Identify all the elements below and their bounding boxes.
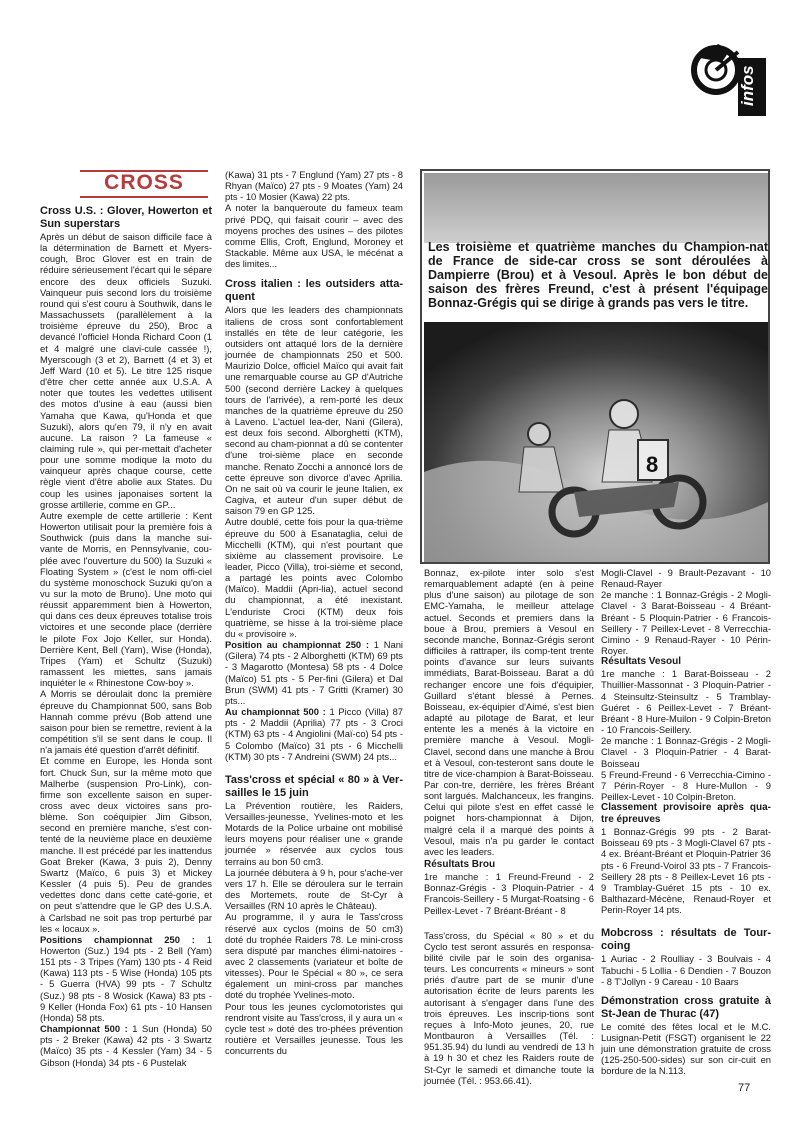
results-paragraph: Mogli-Clavel - 9 Brault-Pezavant - 10 Renaud-Rayer	[601, 567, 771, 590]
article-heading: Tass'cross et spécial « 80 » à Ver-sailles le 15 juin	[225, 773, 403, 799]
paragraph: Pour tous les jeunes cyclomotoristes qui rendront visite au Tass'cross, il y aura un « cycle test » doté des tro-phées prévention routière et Versailles jeunesse. Tous les concurrents du	[225, 1000, 403, 1057]
paragraph: Autre doublé, cette fois pour la qua-trième épreuve du 500 à Esanataglia, celui de Micchelli (KTM), qui n'est pourtant que sixième au classement provisoire. Le leader, Picco (Villa), troi-sième et second, a partagé les points avec Colombo (Maïco). Maddii (Apri-lia), actuel second du championnat, a été inexistant. L'enduriste Croci (KTM) deux fois quatrième, se hisse à la troi-sième place du « provisoire ».	[225, 516, 403, 639]
results-paragraph: 1re manche : 1 Freund-Freund - 2 Bonnaz-Grégis - 3 Ploquin-Patrier - 4 Francois-Seillery - 5 Murgat-Roatsing - 6 Peillex-Levet - 7 Bréant-Bréant - 8	[424, 871, 594, 916]
photo-lead-text: Les troisième et quatrième manches du Champion-nat de France de side-car cross se sont déroulées à Dampierre (Brou) et à Vesoul. Après le bon début de saison des frères Freund, c'est à présent l'équipage Bonnaz-Grégis qui se dirige à grands pas vers le titre.	[428, 240, 768, 310]
standings-label: Au championnat 500 :	[225, 706, 326, 718]
standings-paragraph	[40, 934, 212, 1023]
article-heading: Cross U.S. : Glover, Howerton et Sun superstars	[40, 205, 212, 230]
standings-text: 1 Picco (Villa) 87 pts - 2 Maddii (Aprilia) 77 pts - 3 Croci (KTM) 63 pts - 4 Angiolini (Maï-co) 54 pts - 5 Colombo (Maïco) 31 pts - 6 Micchelli (KTM) 30 pts - 7 Andreini (SWM) 24 pts...	[225, 706, 403, 762]
results-paragraph: 2e manche : 1 Bonnaz-Grégis - 2 Mogli-Clavel - 3 Barat-Boisseau - 4 Bréant-Bréant - 5 Ploquin-Patrier - 6 Francois-Seillery - 7 Peillex-Levet - 8 Verrecchia-Cimino - 9 Renaud-Rayer - 10 Périn-Royer.	[601, 589, 771, 657]
paragraph: Bonnaz, ex-pilote inter solo s'est remarquablement adapté (en à peine plus d'une saison) au pilotage de son EMC-Yamaha, le meilleur attelage actuel. Seconds et premiers dans la boue à Brou, premiers à Vesoul en seconde manche, Bonnaz-Grégis seront difficiles à rattraper, ils comp-tent trente points d'avance sur leurs suivants immédiats, Barat-Boisseau. Barat a dû rechanger encore une fois d'équipier, Guillard s'étant blessé à Pernes. Boisseau, ex-équipier d'Aimé, s'est bien adapté au pilotage de Barat, et leur entente les a menés à la victoire en première manche à Vesoul. Mogli-Clavel, second dans une manche à Brou et à Vesoul, con-testeront sans doute le titre de vice-champion à Barat-Boisseau. Par con-tre, derrière, les frères Bréant sont largués. Malchanceux, les frangins. Celui qui pilote s'est en effet cassé le poignet hors-championnat à Dijon, malgré cela il a marqué des points à Vesoul, mais n'a pu garder le contact avec les leaders.	[424, 567, 594, 857]
infos-logo	[686, 40, 768, 120]
standings-text: 1 Nani (Gilera) 74 pts - 2 Alborghetti (KTM) 69 pts - 3 Magarotto (Montesa) 58 pts - 4 Dolce (Maïco) 51 pts - 5 Per-fini (Gilera) et Dal Brun (SWM) 41 pts - 7 Gritti (Kramer) 30 pts...	[225, 639, 403, 706]
results-paragraph: 2e manche : 1 Bonnaz-Grégis - 2 Mogli-Clavel - 3 Ploquin-Patrier - 4 Barat-Boisseau	[601, 735, 771, 769]
paragraph: Alors que les leaders des championnats italiens de cross sont confortablement installés en tête de leur catégorie, les outsiders ont attaqué lors de la dernière journée de championnats 250 et 500. Maurizio Dolce, officiel Maïco qui avait fait une remarquable course au GP d'Autriche 500 (second derrière Lackey à quelques tours de l'arrivée), a rem-porté les deux manches de la quatrième épreuve du 250 à Laveno. L'actuel lea-der, Nani (Gilera), est deux fois second. Alborghetti (KTM), second au cham-pionnat a dû se contenter d'une troi-sième place en seconde manche. Renato Zocchi a annoncé lors de cette épreuve son divorce d'avec Aprilia. On ne sait où va courir le jeune Italien, ex Cagiva, et auteur d'un super début de saison 79 en GP 125.	[225, 304, 403, 517]
results-paragraph: 5 Freund-Freund - 6 Verrecchia-Cimino - 7 Périn-Royer - 8 Hure-Mullon - 9 Peillex-Levet - 10 Colpin-Breton.	[601, 768, 771, 802]
standings-paragraph	[40, 1023, 212, 1068]
paragraph: Tass'cross, du Spécial « 80 » et du Cyclo test seront assurés en responsa-bilité civile par le soin des organisa-teurs. Les concurrents « mineurs » sont priés d'autre part de se munir d'une autorisation écrite de leurs parents les autorisant à s'engager dans l'une des trois épreuves. Les inscrip-tions sont reçues à Info-Moto jeunes, 20, rue Montbauron à Versailles (Tél. : 951.35.94) du lundi au vendredi de 13 h à 19 h 30 et chez les Raiders route de St-Cyr le samedi et dimanche toute la journée (Tél. : 953.66.41).	[424, 929, 594, 1086]
paragraph: A Morris se déroulait donc la première épreuve du Championnat 500, sans Bob Hannah comme prévu (Bob attend une saison pour bien se remettre, revient à la compétition s'il se sent dans le coup. Il n'a jamais été question d'arrêt définitif.	[40, 688, 212, 756]
article-heading: Mobcross : résultats de Tour-coing	[601, 927, 771, 953]
standings-label: Position au championnat 250 :	[225, 639, 369, 651]
paragraph: La journée débutera à 9 h, pour s'ache-ver vers 17 h. Elle se déroulera sur le terrain des Mortemets, route de St-Cyr à Versailles (RN 10 après le Château).	[225, 866, 403, 912]
paragraph: Autre exemple de cette artillerie : Kent Howerton utilisait pour la première fois à Southwick (puis dans la manche sui-vante de Morris, en Pennsylvanie, cou-plée avec l'ouverture du 500) la Suzuki « Floating System » (c'est le nom offi-ciel du système monoschock Suzuki qu'on a vu sur la moto de Bruno). Une moto qui réussit apparemment bien à Howerton, qui dans ces deux épreuves totalise trois victoires et une seconde place (derrière le pilote Fox Jojo Keller, sur Honda). Derrière Kent, Bell (Yam), Wise (Honda), Tripes (Yam) et Schultz (Suzuki) ramassent les miettes, sans jamais inquiéter le « Rhinestone Cow-boy ».	[40, 509, 212, 689]
paragraph: La Prévention routière, les Raiders, Versailles-jeunesse, Yvelines-moto et les Motards de la Police urbaine ont mobilisé leurs moyens pour réaliser une « grande journée » réservée aux cyclos tous terrains au bon 50 cm3.	[225, 799, 403, 867]
paragraph: Et comme en Europe, les Honda sont fort. Chuck Sun, sur la même moto que Malherbe (suspension Pro-Link), con-firme son excellente saison en super-cross avec deux victoires sans pro-blème. Son coéquipier Jim Gibson, second en première manche, s'est con-tenté de la neuvième place en deuxième manche. Il est précédé par les inattendus Goat Breker (Kawa, 3 puis 2), Denny Swartz (Maïco, 6 puis 3) et Mickey Kessler (4 puis 5). Peu de grandes vedettes donc dans cette caté-gorie, et on peut s'attendre que le GP des U.S.A. à Carlsbad ne soit pas trop perturbé par les « locaux ».	[40, 755, 212, 934]
results-heading: Classement provisoire après qua-tre épreuves	[601, 802, 771, 826]
standings-paragraph	[225, 639, 403, 706]
race-bib-number: 8	[646, 452, 659, 477]
article-heading: Démonstration cross gratuite à St-Jean de Thurac (47)	[601, 994, 771, 1020]
results-paragraph: 1re manche : 1 Barat-Boisseau - 2 Thuillier-Massonnat - 3 Ploquin-Patrier - 4 Steinsultz-Steinsultz - 5 Tramblay-Guéret - 6 Peillex-Levet - 7 Bréant-Bréant - 8 Hure-Muilon - 9 Colpin-Breton - 10 Francois-Seillery.	[601, 668, 771, 736]
standings-text: 1 Howerton (Suz.) 194 pts - 2 Bell (Yam) 151 pts - 3 Tripes (Yam) 130 pts - 4 Reid (Kawa) 113 pts - 5 Wise (Honda) 105 pts - 5 Guerra (HVA) 99 pts - 7 Schultz (Suz.) 98 pts - 8 Wosick (Kawa) 83 pts - 9 Keller (Honda Fox) 61 pts - 10 Hansen (Honda) 58 pts.	[40, 933, 212, 1023]
results-heading: Résultats Brou	[424, 859, 496, 871]
page-number: 77	[738, 1082, 751, 1094]
paragraph: A noter la banqueroute du fameux team privé PDQ, qui faisait courir – avec des moyens proches des usines – des pilotes comme Ellis, Croft, Englund, Moroney et Stackable. Même aux USA, le mécénat a des limites...	[225, 202, 403, 270]
logo-text: infos	[738, 65, 757, 106]
sidecar-race-photo	[424, 322, 768, 562]
article-heading: Cross italien : les outsiders atta-quent	[225, 278, 403, 304]
results-paragraph: 1 Bonnaz-Grégis 99 pts - 2 Barat-Boisseau 69 pts - 3 Mogli-Clavel 67 pts - 4 ex. Bréant-Bréant et Ploquin-Patrier 36 pts - 6 Freund-Voirol 33 pts - 7 Francois-Seillery 28 pts - 8 Peillex-Levet 16 pts - 9 Tramblay-Guéret 15 pts - 10 ex. Balthazard-Mécène, Renaud-Royer et Perin-Royer 14 pts.	[601, 826, 771, 916]
paragraph: Le comité des fêtes local et le M.C. Lusignan-Petit (FSGT) organisent le 22 juin une démonstration gratuite de cross (125-250-500-sides) sur son cir-cuit en bordure de la N.113.	[601, 1020, 771, 1077]
column-2	[225, 169, 403, 1056]
results-heading: Résultats Vesoul	[601, 656, 682, 668]
standings-label: Championnat 500 :	[40, 1023, 128, 1035]
paragraph: (Kawa) 31 pts - 7 Englund (Yam) 27 pts - 8 Rhyan (Maïco) 27 pts - 9 Moates (Yam) 24 pts - 10 Mosier (Kawa) 22 pts.	[225, 169, 403, 203]
column-4	[601, 567, 771, 1077]
column-3	[424, 567, 594, 1086]
standings-label: Positions championnat 250 :	[40, 933, 195, 945]
photo-banner	[424, 173, 768, 243]
results-paragraph: 1 Auriac - 2 Roulliay - 3 Boulvais - 4 Tabuchi - 5 Lollia - 6 Dendien - 7 Bouzon - 8 T'Jollyn - 9 Careau - 10 Baars	[601, 953, 771, 987]
paragraph: Après un début de saison difficile face à la détermination de Barnett et Myers-cough, Broc Glover est en train de réduire sérieusement l'écart qui le sépare encore des deux officiels Suzuki. Vainqueur puis second lors du troisième round qui s'est couru à Southwik, dans le Massachussets (parallèlement à la troisième épreuve du 250), Broc a devancé l'officiel Honda Richard Coon (1 et 4 malgré une clavi-cule cassée !), Myerscough (3 et 2), Barnett (4 et 3) et Jeff Ward (10 et 5). Le titre 125 risque d'être cher cette année aux U.S.A. A noter que toutes les vedettes utilisent des motos d'usine à eau (aussi bien Yamaha que Kawa, qu'Honda et que Suzuki), alors qu'en 79, il n'y en avait aucune. La raison ? La fameuse « claiming rule », qui per-mettait d'acheter pour une somme modique la moto du vainqueur après chaque course, cette règle vient d'être abolie aux States. Du coup les usines japonaises sortent la grosse artillerie, comme en GP...	[40, 231, 212, 510]
column-1	[40, 205, 212, 1068]
standings-paragraph	[225, 706, 403, 762]
standings-text: 1 Sun (Honda) 50 pts - 2 Breker (Kawa) 42 pts - 3 Swartz (Maïco) 35 pts - 4 Kessler (Yam) 34 - 5 Gibson (Honda) 34 pts - 6 Pustelak	[40, 1023, 212, 1068]
section-title: CROSS	[104, 171, 184, 194]
paragraph: Au programme, il y aura le Tass'cross réservé aux cyclos (moins de 50 cm3) doté du trophée Raiders 78. Le mini-cross sera disputé par manches élimi-natoires - avec 2 classements (variateur et boîte de vitesses). Pour le Spécial « 80 », ce sera également un mini-cross par manches doté du trophée Yvelines-moto.	[225, 911, 403, 1001]
